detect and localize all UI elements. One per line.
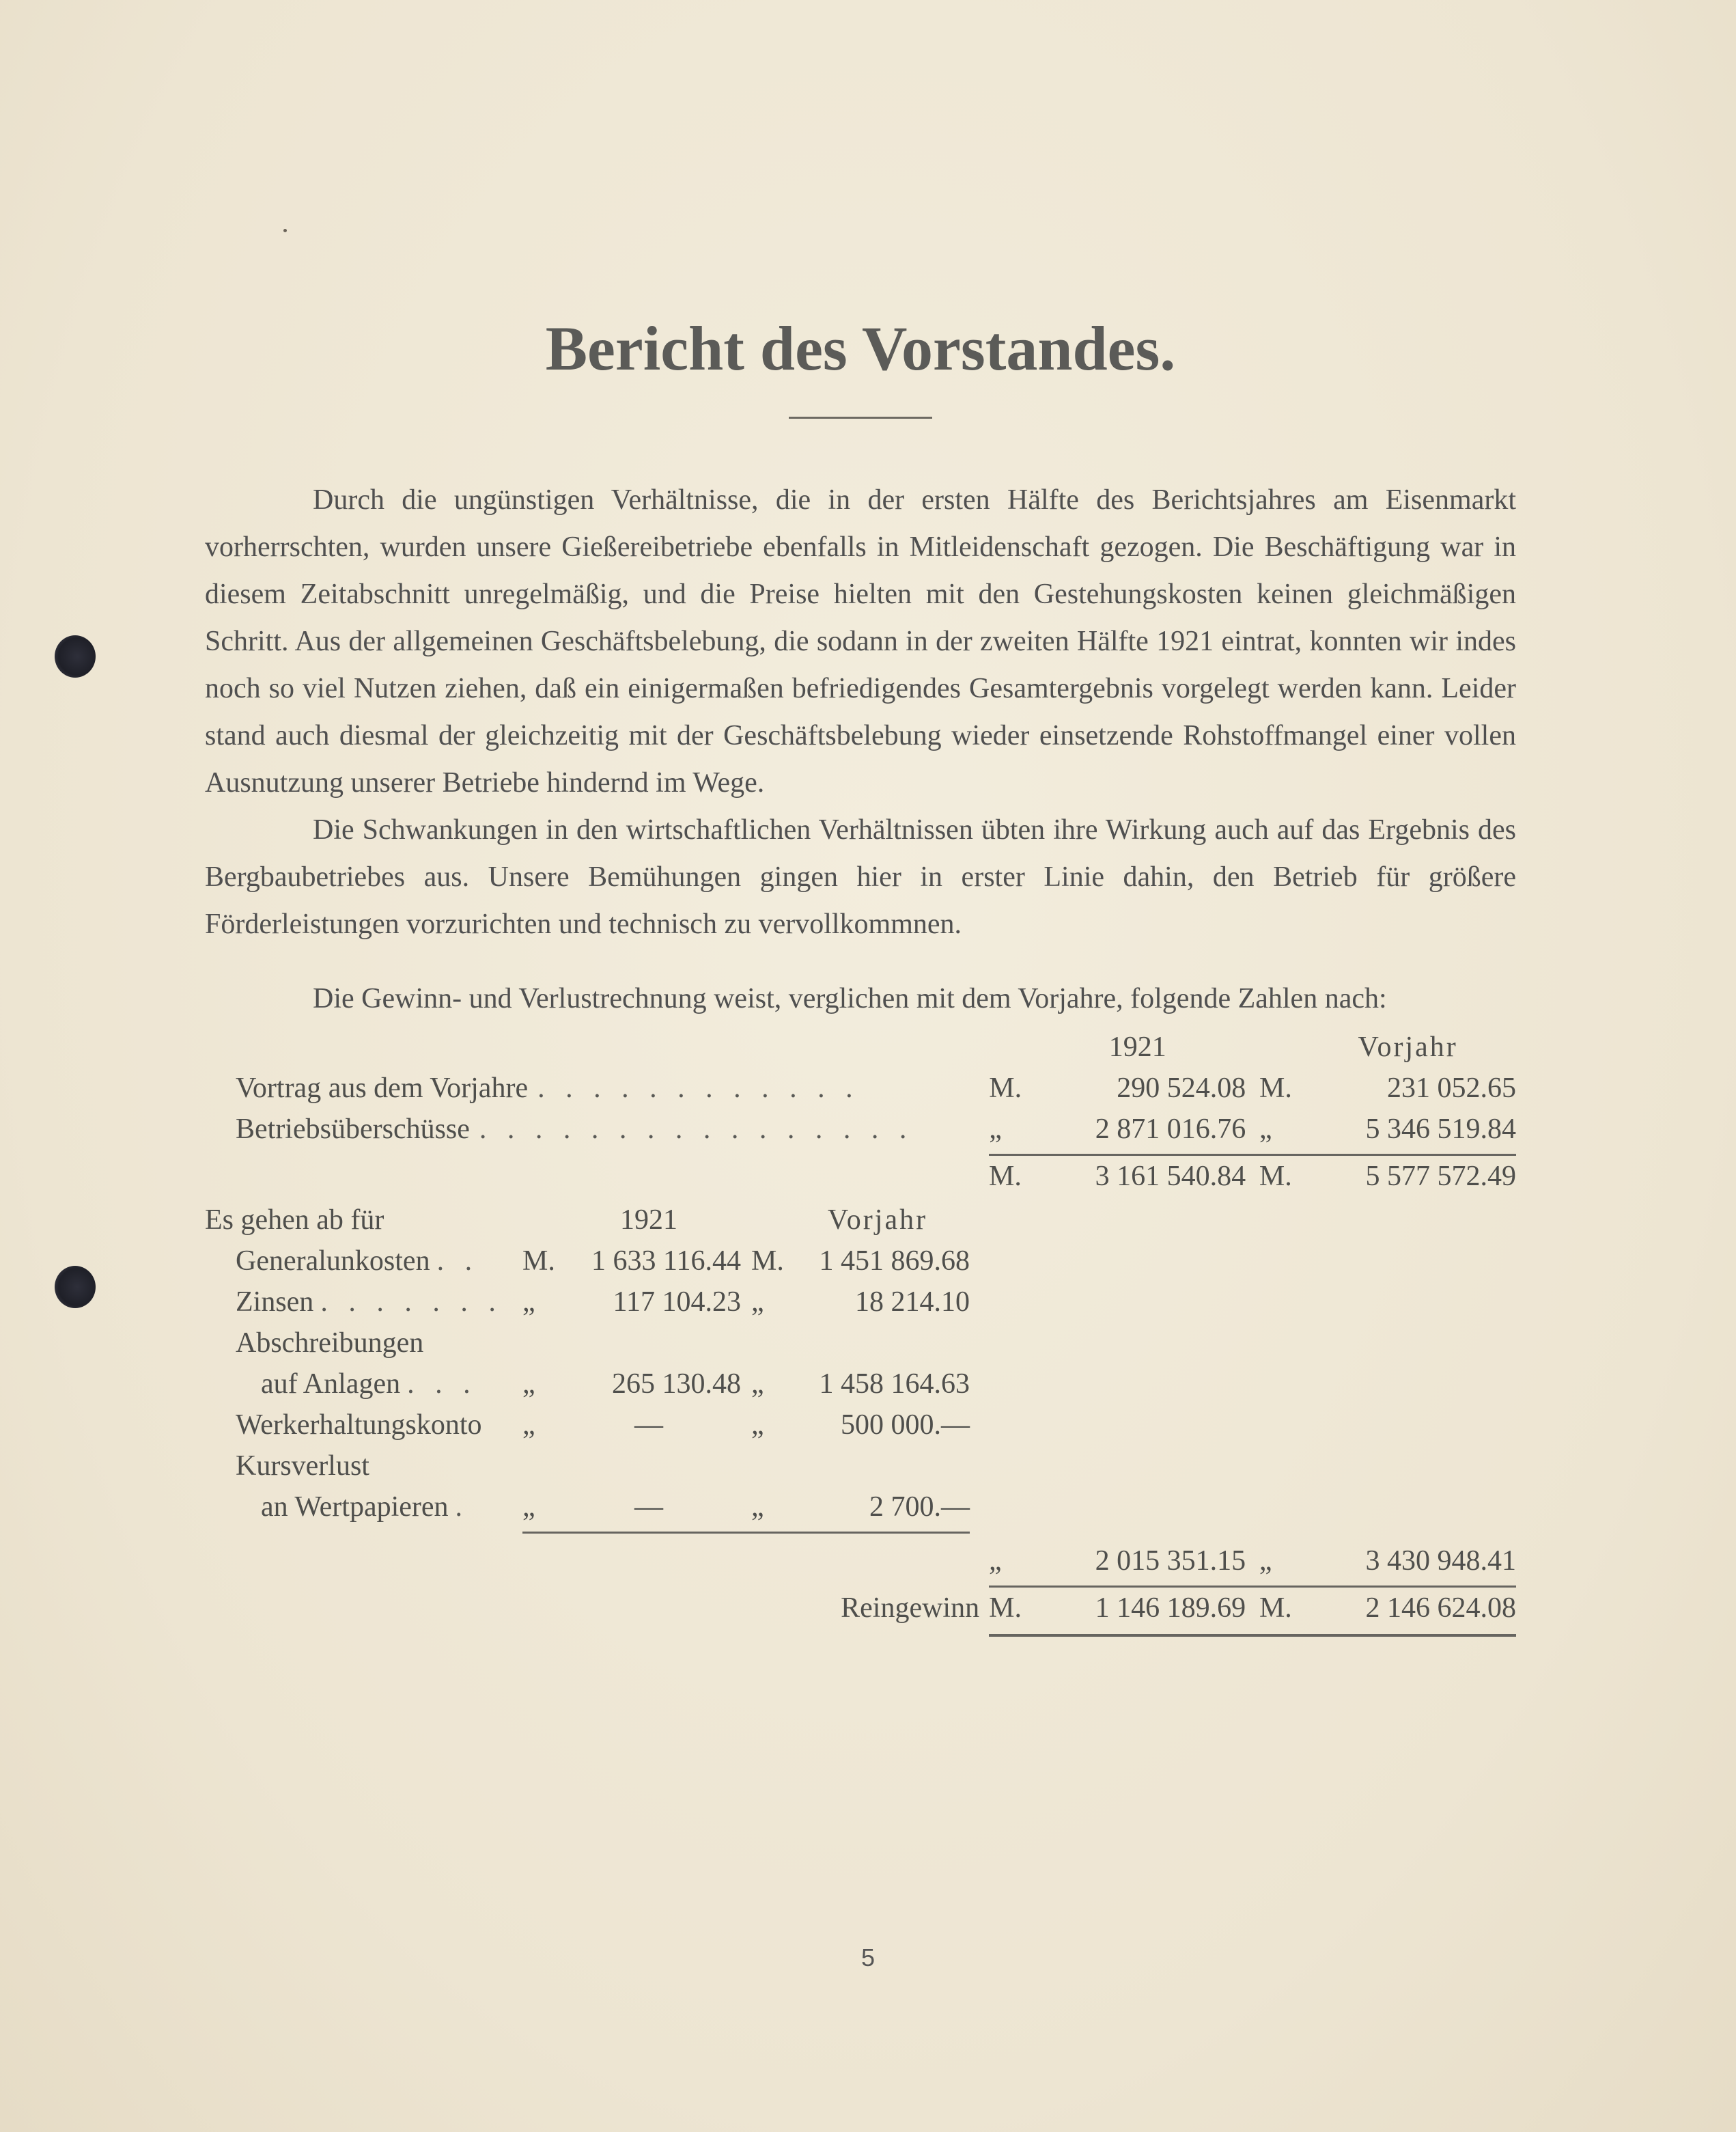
value-1921: — xyxy=(634,1491,663,1523)
net-profit-1921: 1 146 189.69 xyxy=(1095,1592,1246,1624)
rule-row xyxy=(205,1527,1516,1534)
income-table xyxy=(205,1027,1516,1197)
page-number: 5 xyxy=(860,1943,876,1971)
row-label: Vortrag aus dem Vorjahre xyxy=(236,1072,529,1104)
ditto-mark: „ xyxy=(989,1113,1002,1145)
double-rule xyxy=(989,1634,1516,1637)
paragraph-mining xyxy=(205,807,1516,948)
value-vorjahr: 500 000.— xyxy=(841,1409,970,1441)
value-vorjahr: 2 700.— xyxy=(869,1491,970,1523)
ditto-mark: „ xyxy=(522,1491,535,1523)
binder-hole-upper xyxy=(55,635,96,678)
deductions-header-row xyxy=(205,1200,1516,1241)
value-vorjahr: 231 052.65 xyxy=(1386,1072,1516,1104)
ditto-mark: „ xyxy=(751,1409,764,1441)
rule-row xyxy=(205,1150,1516,1156)
leader-dots: . . . . . . . . . . . . . . . . xyxy=(479,1113,914,1145)
value-1921: 290 524.08 xyxy=(1117,1072,1246,1104)
ditto-mark: „ xyxy=(751,1368,764,1400)
ditto-mark: „ xyxy=(751,1491,764,1523)
deductions-heading: Es gehen ab für xyxy=(205,1204,384,1236)
income-row xyxy=(205,1109,1516,1150)
row-label-cell xyxy=(205,1068,989,1109)
paragraph-text: Die Gewinn- und Verlustrechnung weist, verglichen mit dem Vorjahre, folgende Zahlen nach: xyxy=(313,983,1387,1014)
ditto-mark: „ xyxy=(522,1368,535,1400)
total-vorjahr: 3 430 948.41 xyxy=(1365,1545,1516,1577)
value-vorjahr: 1 451 869.68 xyxy=(819,1245,970,1277)
currency-mark: M. xyxy=(751,1245,784,1277)
paper-speck xyxy=(283,229,287,232)
currency-mark: M. xyxy=(989,1592,1022,1624)
paragraph-text: Die Schwankungen in den wirtschaftlichen Verhältnissen übten ihre Wirkung auch auf das Ergebnis des Bergbaubetriebes aus. Unsere Bemühungen gingen hier in erster Linie dahin, den Betrieb für größere Förderleistungen vorzurichten und technisch zu vervollkommnen. xyxy=(205,814,1516,940)
paragraph-intro-table xyxy=(205,975,1516,1023)
binder-hole-lower xyxy=(55,1266,96,1308)
ditto-mark: „ xyxy=(522,1409,535,1441)
ditto-mark: „ xyxy=(1259,1545,1272,1577)
leader-dots: . . xyxy=(436,1245,479,1277)
value-vorjahr: 1 458 164.63 xyxy=(819,1368,970,1400)
income-header-row xyxy=(205,1027,1516,1068)
deduction-row xyxy=(205,1282,1516,1323)
row-label: Werkerhaltungskonto xyxy=(236,1409,482,1441)
deduction-row-label-line xyxy=(205,1323,1516,1363)
income-row xyxy=(205,1068,1516,1109)
value-vorjahr: 5 346 519.84 xyxy=(1365,1113,1516,1145)
income-total-row xyxy=(205,1156,1516,1197)
deductions-total-row xyxy=(205,1540,1516,1581)
deductions-table xyxy=(205,1200,1516,1637)
value-1921: — xyxy=(634,1409,663,1441)
income-header-1921: 1921 xyxy=(1108,1032,1166,1063)
deduction-row xyxy=(205,1241,1516,1282)
leader-dots: . . . xyxy=(407,1368,477,1400)
deductions-header-1921: 1921 xyxy=(620,1204,677,1236)
total-vorjahr: 5 577 572.49 xyxy=(1365,1161,1516,1192)
title-divider xyxy=(789,417,932,419)
currency-mark: M. xyxy=(1259,1072,1292,1104)
value-1921: 1 633 116.44 xyxy=(591,1245,741,1277)
row-label-cell xyxy=(205,1282,522,1323)
value-1921: 2 871 016.76 xyxy=(1095,1113,1246,1145)
row-label: Abschreibungen xyxy=(236,1327,424,1359)
deduction-row xyxy=(205,1363,1516,1404)
leader-dots xyxy=(482,1404,522,1445)
value-1921: 265 130.48 xyxy=(612,1368,741,1400)
page-title: Bericht des Vorstandes. xyxy=(545,314,1176,383)
row-label-cell xyxy=(205,1404,522,1445)
leader-dots: . . . . . . . xyxy=(320,1286,503,1318)
value-1921: 117 104.23 xyxy=(613,1286,741,1318)
ditto-mark: „ xyxy=(989,1545,1002,1577)
currency-mark: M. xyxy=(1259,1592,1292,1624)
ditto-mark: „ xyxy=(751,1286,764,1318)
total-1921: 3 161 540.84 xyxy=(1095,1161,1246,1192)
leader-dots: . . . . . . . . . . . . xyxy=(537,1072,860,1104)
deductions-sum-rule xyxy=(522,1532,970,1534)
deduction-row xyxy=(205,1486,1516,1527)
row-label: Kursverlust xyxy=(236,1450,369,1482)
total-1921: 2 015 351.15 xyxy=(1095,1545,1246,1577)
value-vorjahr: 18 214.10 xyxy=(855,1286,970,1318)
currency-mark: M. xyxy=(989,1161,1022,1192)
rule-row xyxy=(205,1629,1516,1637)
row-label: Betriebsüberschüsse xyxy=(236,1113,470,1145)
currency-mark: M. xyxy=(989,1072,1022,1104)
deduction-row-label-line xyxy=(205,1445,1516,1486)
row-label: Generalunkosten xyxy=(236,1245,430,1277)
deduction-row xyxy=(205,1404,1516,1445)
net-profit-row xyxy=(205,1588,1516,1629)
net-profit-vorjahr: 2 146 624.08 xyxy=(1365,1592,1516,1624)
paragraph-foundry xyxy=(205,477,1516,807)
row-label-cell xyxy=(205,1241,522,1282)
ditto-mark: „ xyxy=(522,1286,535,1318)
currency-mark: M. xyxy=(1259,1161,1292,1192)
row-label-cell xyxy=(205,1486,522,1527)
row-label-cell xyxy=(205,1109,989,1150)
deductions-header-vorjahr: Vorjahr xyxy=(827,1204,928,1236)
row-label-continued: auf Anlagen xyxy=(261,1368,401,1400)
row-label-continued: an Wertpapieren xyxy=(261,1491,449,1523)
rule-row xyxy=(205,1581,1516,1588)
report-content xyxy=(205,307,1516,1637)
ditto-mark: „ xyxy=(1259,1113,1272,1145)
leader-dots: . xyxy=(455,1491,470,1523)
income-header-vorjahr: Vorjahr xyxy=(1358,1032,1458,1063)
net-profit-label: Reingewinn xyxy=(841,1592,980,1624)
paragraph-text: Durch die ungünstigen Verhältnisse, die in der ersten Hälfte des Berichtsjahres am Eisenmarkt vorherrschten, wurden unsere Gießereibetriebe ebenfalls in Mitleidenschaft gezogen. Die Beschäftigung war in diesem Zeitabschnitt unregelmäßig, und die Preise hielten mit den Gestehungskosten keinen gleichmäßigen Schritt. Aus der allgemeinen Geschäftsbelebung, die sodann in der zweiten Hälfte 1921 eintrat, konnten wir indes noch so viel Nutzen ziehen, daß ein einigermaßen befriedigendes Gesamtergebnis vorgelegt werden kann. Leider stand auch diesmal der gleichzeitig mit der Geschäftsbelebung wieder einsetzende Rohstoffmangel einer vollen Ausnutzung unserer Betriebe hindernd im Wege. xyxy=(205,484,1516,799)
currency-mark: M. xyxy=(522,1245,555,1277)
row-label-cell xyxy=(205,1363,522,1404)
row-label: Zinsen xyxy=(236,1286,314,1318)
